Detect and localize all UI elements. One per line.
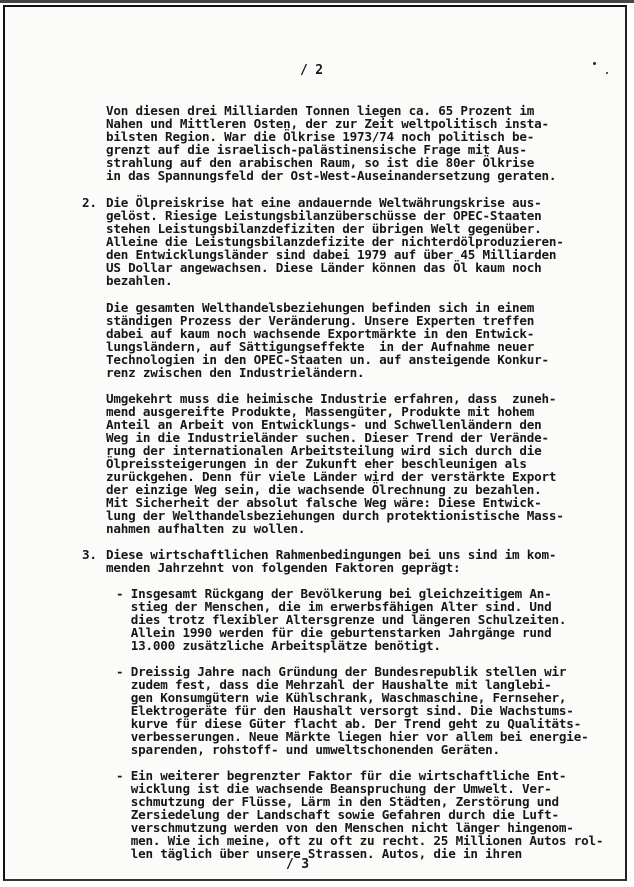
text-line: Diese wirtschaftlichen Rahmenbedingungen bei uns sind im kom- (106, 547, 557, 562)
text-line: menden Jahrzehnt von folgenden Faktoren geprägt: (106, 560, 461, 575)
section-3-number: 3. (82, 547, 97, 562)
text-line: renz zwischen den Industrieländern. (106, 365, 365, 380)
text-line: - Insgesamt Rückgang der Bevölkerung bei gleichzeitigem An- (116, 586, 552, 601)
text-line: stehen Leistungsbilanzdefiziten der übrigen Welt gegenüber. (106, 221, 542, 236)
text-line: Anteil an Arbeit von Entwicklungs- und Schwellenländern den (106, 417, 542, 432)
text-line: Elektrogeräte für den Haushalt versorgt sind. Die Wachstums- (116, 703, 574, 718)
text-line: gen Konsumgütern wie Kühlschrank, Waschmaschine, Fernseher, (116, 690, 567, 705)
text-line: Weg in die Industrieländer suchen. Dieser Trend der Verände- (106, 430, 549, 445)
text-line: ständigen Prozess der Veränderung. Unsere Experten treffen (106, 313, 535, 328)
text-line: Technologien in den OPEC-Staaten un. auf ansteigende Konkur- (106, 352, 549, 367)
document-page (3, 5, 627, 881)
text-line: Alleine die Leistungsbilanzdefizite der nichterdölproduzieren- (106, 234, 564, 249)
text-line: 13.000 zusätzliche Arbeitsplätze benötigt. (116, 638, 441, 653)
scan-border-mark (0, 0, 634, 3)
text-line: Die gesamten Welthandelsbeziehungen befinden sich in einem (106, 300, 535, 315)
text-line: - Dreissig Jahre nach Gründung der Bundesrepublik stellen wir (116, 664, 567, 679)
text-line: gelöst. Riesige Leistungsbilanzüberschüsse der OPEC-Staaten (106, 208, 542, 223)
text-line: stieg der Menschen, die im erwerbsfähigen Alter sind. Und (116, 599, 552, 614)
text-line: Ölpreissteigerungen in der Zukunft eher beschleunigen als (106, 456, 527, 471)
text-line: len täglich über unsere Strassen. Autos, die in ihren (116, 846, 523, 861)
section-2-number: 2. (82, 195, 97, 210)
text-line: dabei auf kaum noch wachsende Exportmärkte in den Entwick- (106, 326, 535, 341)
text-line: bezahlen. (106, 273, 173, 288)
text-line: grenzt auf die israelisch-palästinensische Frage mit Aus- (106, 142, 527, 157)
page-number-top: / 2 (300, 63, 323, 78)
scan-speck (606, 72, 608, 74)
text-line: bilsten Region. War die Ölkrise 1973/74 noch politisch be- (106, 129, 535, 144)
text-line: nahmen aufhalten zu wollen. (106, 521, 306, 536)
text-line: Umgekehrt muss die heimische Industrie erfahren, dass zuneh- (106, 391, 557, 406)
text-line: rung der internationalen Arbeitsteilung wird sich durch die (106, 443, 542, 458)
text-line: verbesserungen. Neue Märkte liegen hier vor allem bei energie- (116, 729, 589, 744)
text-line: - Ein weiterer begrenzter Faktor für die wirtschaftliche Ent- (116, 768, 567, 783)
text-line: dies trotz flexibler Altersgrenze und längeren Schulzeiten. (116, 612, 567, 627)
text-line: zurückgehen. Denn für viele Länder wird der verstärkte Export (106, 469, 557, 484)
text-line: lungsländern, auf Sättigungseffekte in der Aufnahme neuer (106, 339, 535, 354)
text-line: den Entwicklungsländer sind dabei 1979 auf über 45 Milliarden (106, 247, 557, 262)
text-line: wicklung ist die wachsende Beanspruchung der Umwelt. Ver- (116, 781, 552, 796)
text-line: US Dollar angewachsen. Diese Länder können das Öl kaum noch (106, 260, 542, 275)
text-line: men. Wie ich meine, oft zu oft zu recht. 25 Millionen Autos rol- (116, 833, 604, 848)
page-number-bottom: / 3 (286, 857, 309, 872)
text-line: lung der Welthandelsbeziehungen durch protektionistische Mass- (106, 508, 564, 523)
text-line: Zersiedelung der Landschaft sowie Gefahren durch die Luft- (116, 807, 559, 822)
scan-speck (593, 62, 596, 65)
text-line: mend ausgereifte Produkte, Massengüter, Produkte mit hohem (106, 404, 535, 419)
text-line: Von diesen drei Milliarden Tonnen liegen ca. 65 Prozent im (106, 103, 535, 118)
text-line: Allein 1990 werden für die geburtenstarken Jahrgänge rund (116, 625, 552, 640)
text-line: Nahen und Mittleren Osten, der zur Zeit weltpolitisch insta- (106, 116, 549, 131)
text-line: schmutzung der Flüsse, Lärm in den Städten, Zerstörung und (116, 794, 559, 809)
text-line: verschmutzung werden von den Menschen nicht länger hingenom- (116, 820, 574, 835)
text-line: Mit Sicherheit der absolut falsche Weg wäre: Diese Entwick- (106, 495, 542, 510)
text-line: strahlung auf den arabischen Raum, so ist die 80er Ölkrise (106, 155, 535, 170)
text-line: der einzige Weg sein, die wachsende Ölrechnung zu bezahlen. (106, 482, 542, 497)
text-line: Die Ölpreiskrise hat eine andauernde Weltwährungskrise aus- (106, 195, 542, 210)
text-line: sparenden, rohstoff- und umweltschonenden Geräten. (116, 742, 500, 757)
text-line: zudem fest, dass die Mehrzahl der Haushalte mit langlebi- (116, 677, 552, 692)
text-line: kurve für diese Güter flacht ab. Der Trend geht zu Qualitäts- (116, 716, 582, 731)
text-line: in das Spannungsfeld der Ost-West-Auseinandersetzung geraten. (106, 168, 557, 183)
